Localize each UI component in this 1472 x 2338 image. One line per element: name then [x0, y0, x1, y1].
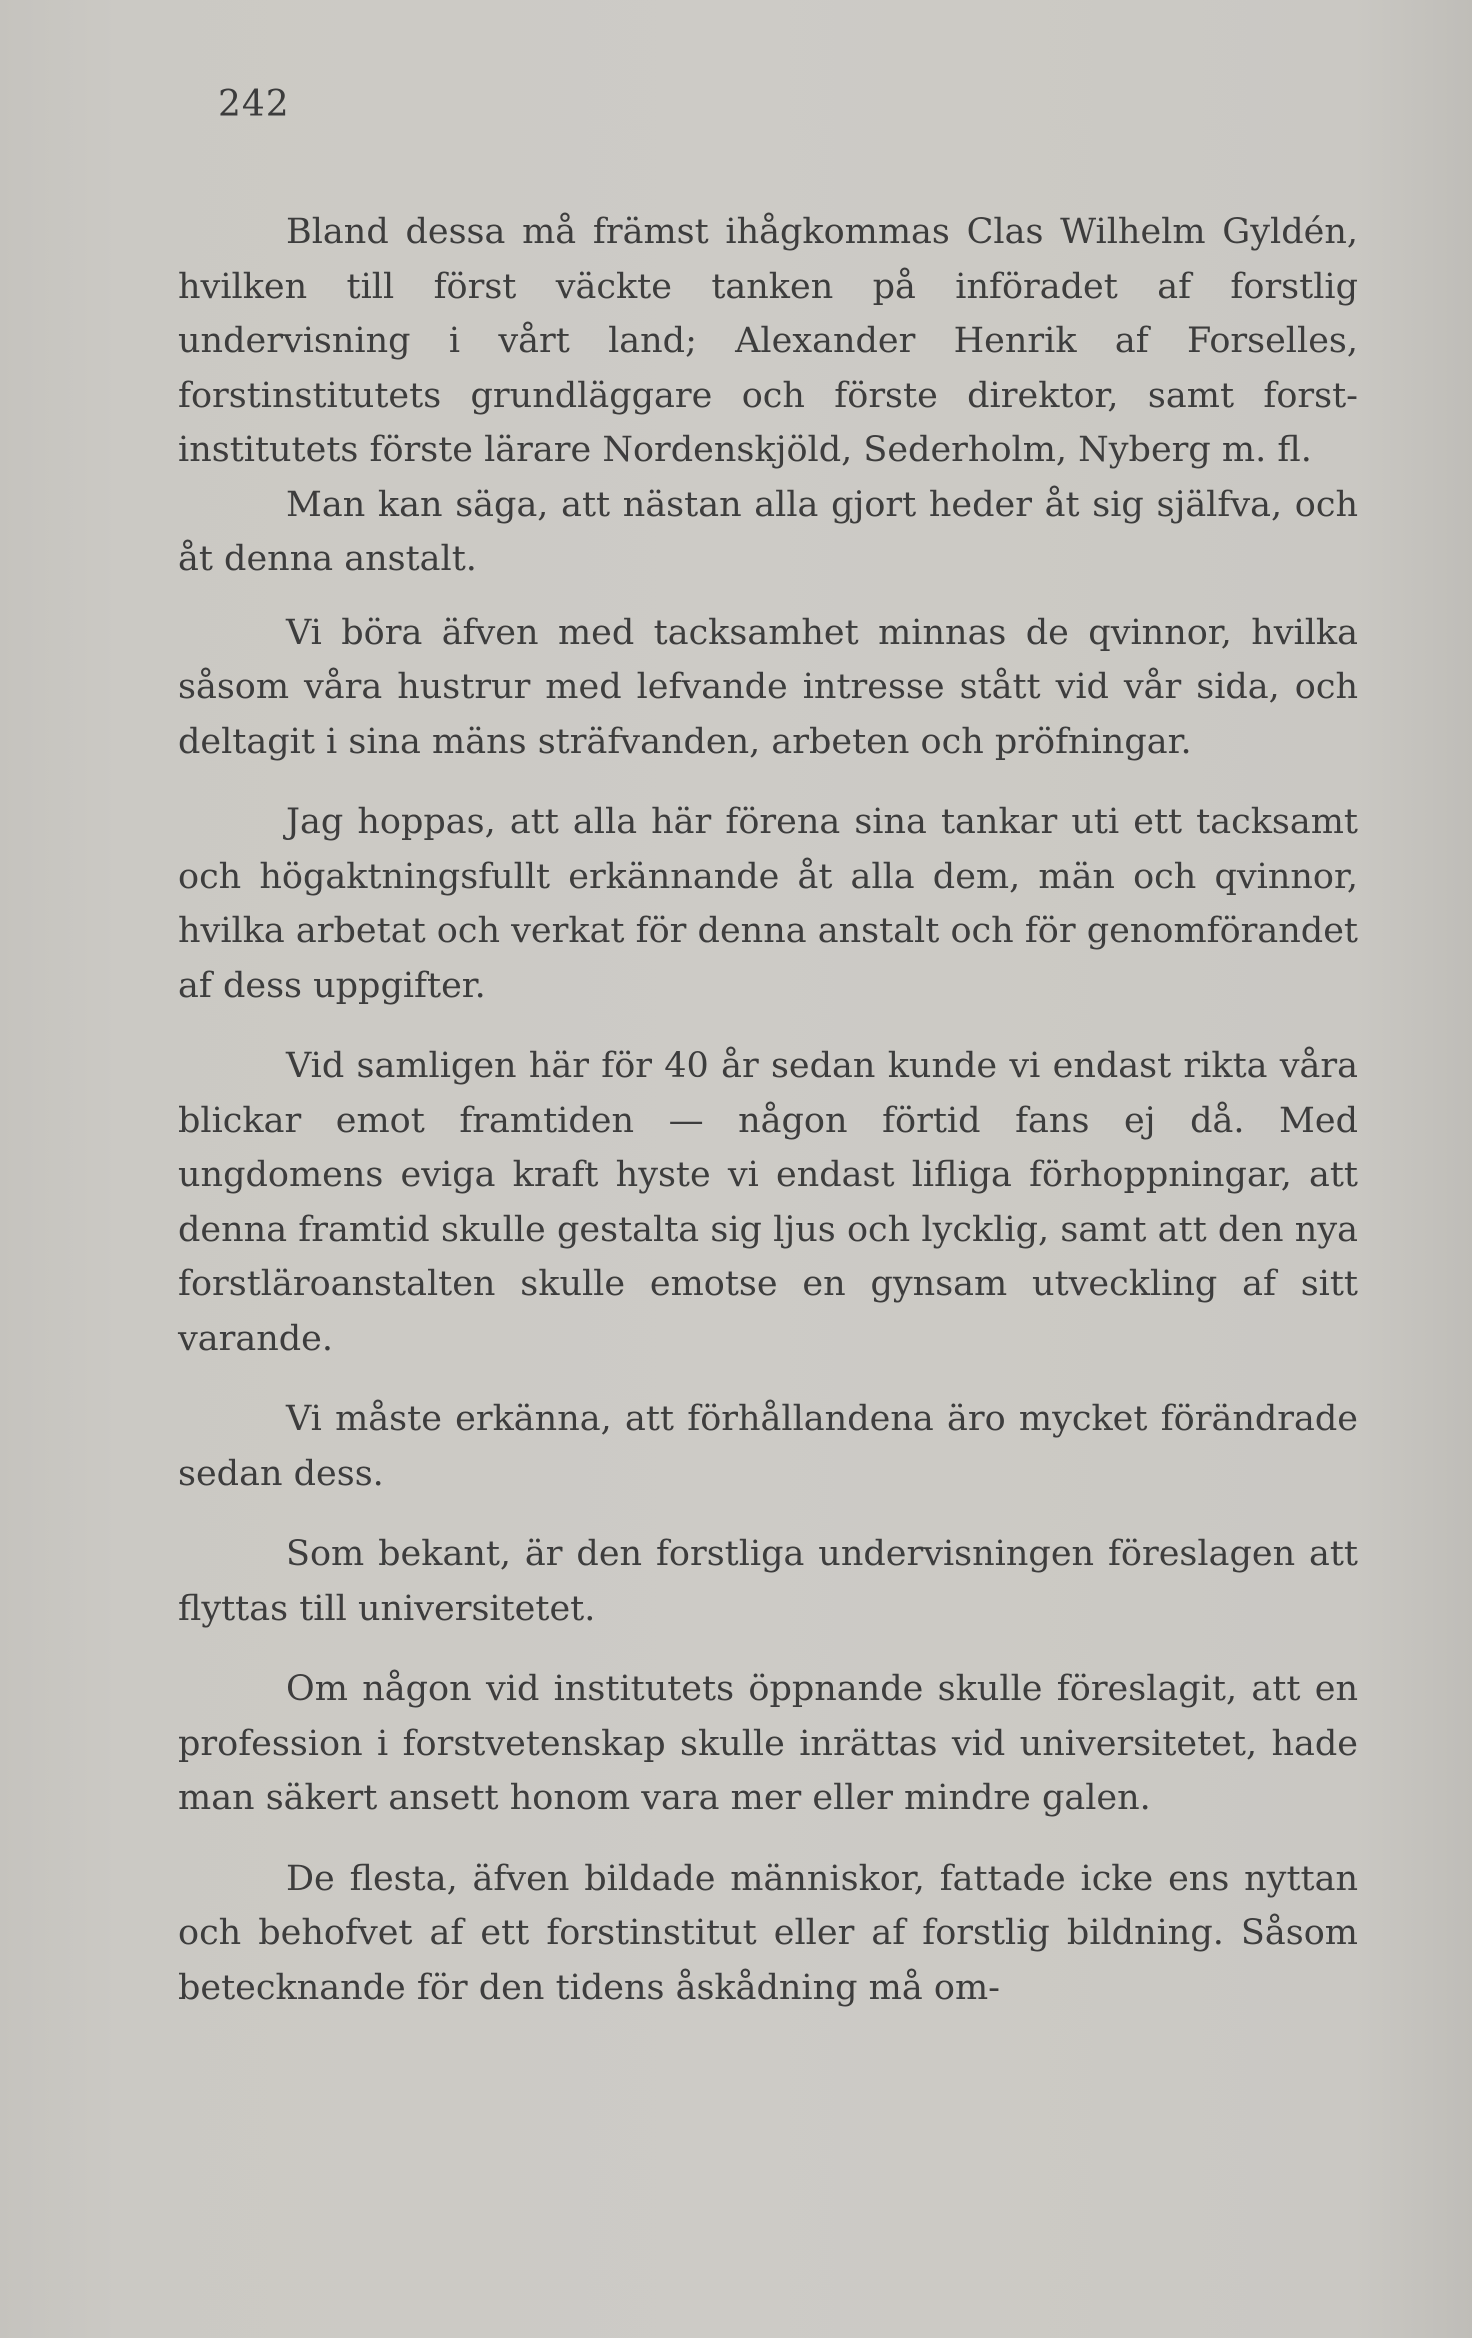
paragraph-2: Man kan säga, att nästan alla gjort heder åt sig själfva, och åt denna anstalt. — [178, 484, 1358, 579]
paragraph-1: Bland dessa må främst ihågkommas Clas Wilhelm Gyldén, hvilken till först väckte tanken på införadet af forstlig undervisning i vårt land; Alexander Henrik af Forselles, forstinstitutets grundläggare och förste direktor, samt forstinstitutets förste lärare Nordenskjöld, Sederholm, Nyberg m. fl. — [178, 212, 1358, 470]
paragraph-5: Vid samligen här för 40 år sedan kunde vi endast rikta våra blickar emot framtiden — någon förtid fans ej då. Med ungdomens eviga kraft hyste vi endast lifliga förhoppningar, att denna framtid skulle gestalta sig ljus och lycklig, samt att den nya forstläroanstalten skulle emotse en gynsam utveckling af sitt varande. — [178, 1046, 1358, 1359]
paragraph-3: Vi böra äfven med tacksamhet minnas de qvinnor, hvilka såsom våra hustrur med lefvande intresse stått vid vår sida, och deltagit i sina mäns sträfvanden, arbeten och pröfningar. — [178, 612, 1358, 762]
paragraph-6: Vi måste erkänna, att förhållandena äro mycket förändrade sedan dess. — [178, 1399, 1358, 1494]
paragraph-7: Som bekant, är den forstliga undervisningen föreslagen att flyttas till universitetet. — [178, 1534, 1358, 1629]
paragraph-4: Jag hoppas, att alla här förena sina tankar uti ett tacksamt och högaktningsfullt erkännande åt alla dem, män och qvinnor, hvilka arbetat och verkat för denna anstalt och för genomförandet af dess uppgifter. — [178, 802, 1358, 1006]
page-number: 242 — [218, 84, 290, 125]
body-text — [178, 205, 1358, 2015]
paragraph-9: De flesta, äfven bildade människor, fattade icke ens nyttan och behofvet af ett forstinstitut eller af forstlig bildning. Såsom betecknande för den tidens åskådning må om- — [178, 1858, 1358, 2008]
paragraph-8: Om någon vid institutets öppnande skulle föreslagit, att en profession i forstvetenskap skulle inrättas vid universitetet, hade man säkert ansett honom vara mer eller mindre galen. — [178, 1669, 1358, 1818]
